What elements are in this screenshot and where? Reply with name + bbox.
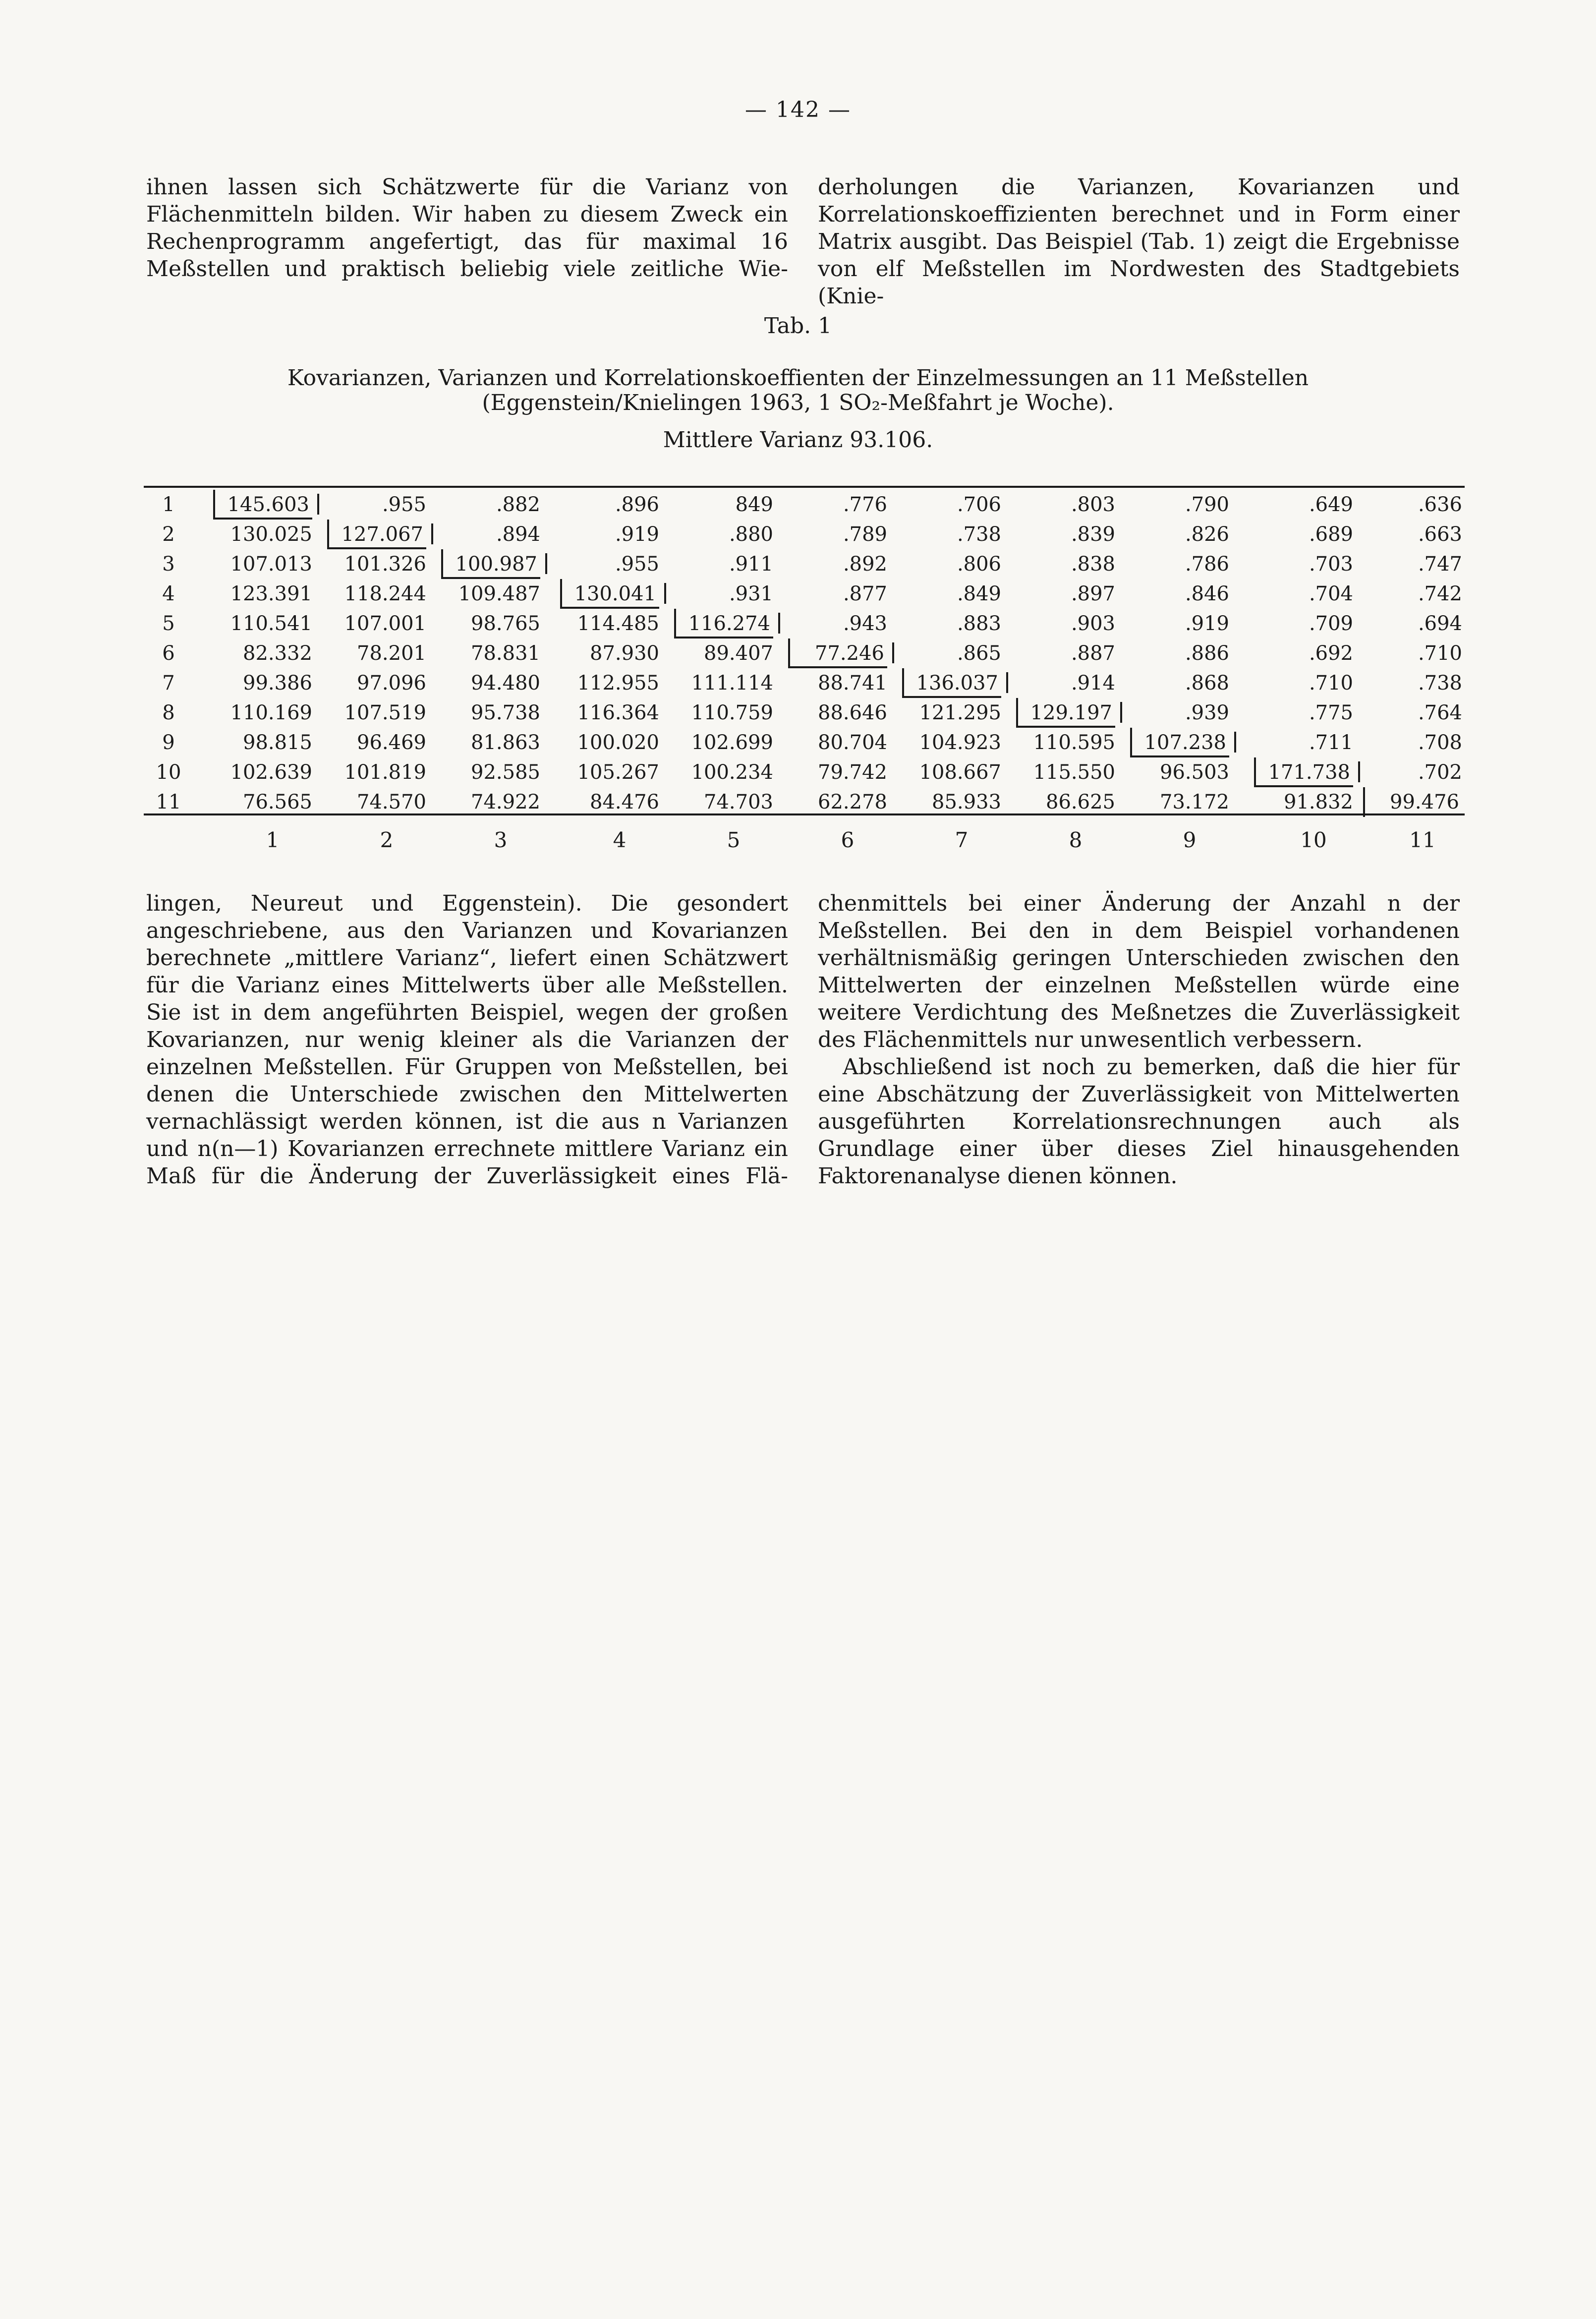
correlation-cell: .887	[1071, 642, 1115, 665]
diagonal-divider	[1234, 732, 1236, 753]
paragraph-text: chenmittels bei einer Änderung der Anzahl n der Meßstellen. Bei den in dem Beispiel vorhandenen verhältnismäßig geringen Unterschieden zwischen den Mittelwerten der einzelnen Meßstellen würde eine weitere Verdichtung des Meßnetzes die Zuverlässigkeit des Flächenmittels nur unwesentlich verbessern.	[818, 891, 1460, 1052]
correlation-cell: .877	[843, 582, 887, 605]
column-number: 4	[613, 828, 627, 852]
table-caption-line-2: (Eggenstein/Knielingen 1963, 1 SO₂-Meßfahrt je Woche).	[482, 390, 1114, 415]
row-label: 3	[162, 553, 175, 576]
covariance-cell: 110.595	[1033, 731, 1115, 754]
covariance-cell: 100.020	[577, 731, 659, 754]
paragraph-text: ihnen lassen sich Schätzwerte für die Varianz von Flächenmitteln bilden. Wir haben zu diesem Zweck ein Rechenprogramm angefertigt, das für maximal 16 Meßstellen und praktisch beliebig viele zeitliche Wie-	[146, 174, 788, 282]
correlation-cell: .636	[1418, 493, 1462, 516]
correlation-cell: .849	[957, 582, 1001, 605]
covariance-cell: 108.667	[919, 761, 1001, 784]
covariance-cell: 109.487	[458, 582, 540, 605]
covariance-cell: 73.172	[1160, 791, 1229, 813]
variance-cell: 129.197	[1016, 698, 1115, 728]
covariance-cell: 88.741	[818, 672, 887, 695]
correlation-cell: .710	[1309, 672, 1353, 695]
correlation-cell: .703	[1309, 553, 1353, 576]
covariance-cell: 80.704	[818, 731, 887, 754]
correlation-cell: .786	[1185, 553, 1229, 576]
correlation-cell: .943	[843, 612, 887, 635]
correlation-cell: .838	[1071, 553, 1115, 576]
table-row	[144, 579, 1465, 609]
correlation-cell: .702	[1418, 761, 1462, 784]
covariance-cell: 121.295	[919, 701, 1001, 724]
correlation-cell: .919	[1185, 612, 1229, 635]
top-left-paragraph	[146, 174, 788, 283]
covariance-cell: 81.863	[471, 731, 540, 754]
correlation-cell: .911	[729, 553, 773, 576]
table-row	[144, 668, 1465, 698]
table-subtitle: Mittlere Varianz 93.106.	[663, 427, 933, 453]
correlation-cell: .919	[615, 523, 659, 546]
top-right-paragraph	[818, 174, 1460, 310]
row-label: 6	[162, 642, 175, 665]
correlation-cell: .710	[1418, 642, 1462, 665]
covariance-cell: 87.930	[590, 642, 659, 665]
covariance-cell: 78.831	[471, 642, 540, 665]
column-number: 7	[955, 828, 969, 852]
correlation-cell: .955	[615, 553, 659, 576]
correlation-cell: .738	[957, 523, 1001, 546]
variance-cell: 100.987	[441, 549, 540, 579]
table-row	[144, 698, 1465, 728]
correlation-cell: .742	[1418, 582, 1462, 605]
covariance-cell: 101.326	[344, 553, 426, 576]
covariance-cell: 118.244	[344, 582, 426, 605]
correlation-cell: .896	[615, 493, 659, 516]
bottom-right-paragraphs	[818, 890, 1460, 1190]
covariance-cell: 99.386	[243, 672, 312, 695]
correlation-cell: .892	[843, 553, 887, 576]
row-label: 1	[162, 493, 175, 516]
correlation-cell: .709	[1309, 612, 1353, 635]
correlation-cell: .789	[843, 523, 887, 546]
covariance-cell: 92.585	[471, 761, 540, 784]
row-label: 7	[162, 672, 175, 695]
correlation-cell: .706	[957, 493, 1001, 516]
covariance-cell: 110.541	[230, 612, 312, 635]
correlation-cell: .803	[1071, 493, 1115, 516]
covariance-cell: 102.699	[691, 731, 773, 754]
table-row	[144, 520, 1465, 549]
column-number: 11	[1409, 828, 1436, 852]
correlation-cell: .764	[1418, 701, 1462, 724]
covariance-cell: 100.234	[691, 761, 773, 784]
covariance-cell: 86.625	[1046, 791, 1115, 813]
covariance-cell: 102.639	[230, 761, 312, 784]
covariance-cell: 96.503	[1160, 761, 1229, 784]
covariance-cell: 74.922	[471, 791, 540, 813]
table-row	[144, 787, 1465, 817]
covariance-cell: 97.096	[357, 672, 426, 695]
paragraph-text: Abschließend ist noch zu bemerken, daß die hier für eine Abschätzung der Zuverlässigkeit von Mittelwerten ausgeführten Korrelationsrechnungen auch als Grundlage einer über dieses Ziel hinausgehenden Faktorenanalyse dienen können.	[818, 1054, 1460, 1189]
covariance-cell: 115.550	[1033, 761, 1115, 784]
covariance-cell: 123.391	[230, 582, 312, 605]
covariance-cell: 96.469	[357, 731, 426, 754]
row-label: 5	[162, 612, 175, 635]
covariance-cell: 104.923	[919, 731, 1001, 754]
variance-cell: 99.476	[1363, 787, 1462, 817]
covariance-cell: 110.759	[691, 701, 773, 724]
row-label: 9	[162, 731, 175, 754]
correlation-cell: .826	[1185, 523, 1229, 546]
table-caption-line-1: Kovarianzen, Varianzen und Korrelationskoeffienten der Einzelmessungen an 11 Meßstellen	[287, 365, 1309, 391]
variance-cell: 107.238	[1130, 728, 1229, 757]
correlation-cell: .886	[1185, 642, 1229, 665]
correlation-cell: .883	[957, 612, 1001, 635]
covariance-cell: 101.819	[344, 761, 426, 784]
covariance-cell: 85.933	[932, 791, 1001, 813]
correlation-cell: .747	[1418, 553, 1462, 576]
paragraph-text: lingen, Neureut und Eggenstein). Die gesondert angeschriebene, aus den Varianzen und Kovarianzen berechnete „mittlere Varianz“, liefert einen Schätzwert für die Varianz eines Mittelwerts über alle Meßstellen. Sie ist in dem angeführten Beispiel, wegen der großen Kovarianzen, nur wenig kleiner als die Varianzen der einzelnen Meßstellen. Für Gruppen von Meßstellen, bei denen die Unterschiede zwischen den Mittelwerten vernachlässigt werden können, ist die aus n Varianzen und n(n—1) Kovarianzen errechnete mittlere Varianz ein Maß für die Änderung der Zuverlässigkeit eines Flä-	[146, 891, 788, 1189]
variance-cell: 127.067	[327, 520, 426, 549]
covariance-cell: 74.703	[704, 791, 773, 813]
column-number: 9	[1183, 828, 1197, 852]
covariance-cell: 94.480	[471, 672, 540, 695]
column-number: 1	[266, 828, 280, 852]
covariance-cell: 82.332	[243, 642, 312, 665]
covariance-cell: 84.476	[590, 791, 659, 813]
row-label: 4	[162, 582, 175, 605]
correlation-cell: .694	[1418, 612, 1462, 635]
covariance-cell: 111.114	[691, 672, 773, 695]
covariance-cell: 89.407	[704, 642, 773, 665]
correlation-cell: .931	[729, 582, 773, 605]
table-row	[144, 757, 1465, 787]
covariance-cell: 110.169	[230, 701, 312, 724]
column-number: 3	[494, 828, 508, 852]
covariance-cell: 95.738	[471, 701, 540, 724]
correlation-cell: .868	[1185, 672, 1229, 695]
correlation-cell: .897	[1071, 582, 1115, 605]
correlation-cell: .865	[957, 642, 1001, 665]
correlation-cell: .903	[1071, 612, 1115, 635]
table-label: Tab. 1	[764, 313, 832, 339]
correlation-cell: .894	[496, 523, 540, 546]
column-number: 2	[380, 828, 394, 852]
correlation-cell: .955	[382, 493, 426, 516]
covariance-cell: 116.364	[577, 701, 659, 724]
correlation-cell: .775	[1309, 701, 1353, 724]
table-top-rule	[144, 486, 1465, 488]
correlation-cell: .704	[1309, 582, 1353, 605]
page-number: — 142 —	[745, 97, 851, 122]
covariance-cell: 74.570	[357, 791, 426, 813]
correlation-cell: .776	[843, 493, 887, 516]
bottom-left-paragraph	[146, 890, 788, 1190]
variance-cell: 77.246	[788, 638, 887, 668]
correlation-cell: .711	[1309, 731, 1353, 754]
variance-cell: 145.603	[213, 490, 312, 520]
column-number-row	[144, 828, 1465, 858]
correlation-cell: .689	[1309, 523, 1353, 546]
correlation-cell: .846	[1185, 582, 1229, 605]
row-label: 11	[156, 791, 181, 813]
covariance-cell: 107.519	[344, 701, 426, 724]
table-row	[144, 549, 1465, 579]
correlation-cell: .914	[1071, 672, 1115, 695]
covariance-cell: 112.955	[577, 672, 659, 695]
covariance-cell: 130.025	[230, 523, 312, 546]
correlation-cell: .692	[1309, 642, 1353, 665]
row-label: 10	[156, 761, 181, 784]
table-caption	[0, 366, 1596, 415]
correlation-cell: .939	[1185, 701, 1229, 724]
variance-cell: 136.037	[902, 668, 1001, 698]
correlation-cell: .663	[1418, 523, 1462, 546]
column-number: 10	[1300, 828, 1327, 852]
covariance-cell: 114.485	[577, 612, 659, 635]
correlation-cell: .880	[729, 523, 773, 546]
variance-cell: 171.738	[1254, 757, 1353, 787]
covariance-cell: 98.765	[471, 612, 540, 635]
correlation-cell: .882	[496, 493, 540, 516]
column-number: 8	[1069, 828, 1083, 852]
diagonal-divider	[545, 553, 547, 574]
correlation-cell: .839	[1071, 523, 1115, 546]
row-label: 2	[162, 523, 175, 546]
row-label: 8	[162, 701, 175, 724]
table-row	[144, 609, 1465, 638]
covariance-cell: 76.565	[243, 791, 312, 813]
table-row	[144, 490, 1465, 520]
covariance-cell: 107.013	[230, 553, 312, 576]
column-number: 5	[727, 828, 741, 852]
paragraph-text: derholungen die Varianzen, Kovarianzen und Korrelationskoeffizienten berechnet und in Form einer Matrix ausgibt. Das Beispiel (Tab. 1) zeigt die Ergebnisse von elf Meßstellen im Nordwesten des Stadtgebiets (Knie-	[818, 174, 1460, 309]
covariance-cell: 78.201	[357, 642, 426, 665]
covariance-cell: 107.001	[344, 612, 426, 635]
correlation-cell: .790	[1185, 493, 1229, 516]
correlation-cell: 849	[735, 493, 773, 516]
column-number: 6	[841, 828, 855, 852]
correlation-cell: .708	[1418, 731, 1462, 754]
covariance-cell: 91.832	[1284, 791, 1353, 813]
covariance-cell: 79.742	[818, 761, 887, 784]
covariance-cell: 62.278	[818, 791, 887, 813]
table-row	[144, 728, 1465, 757]
table-row	[144, 638, 1465, 668]
covariance-cell: 88.646	[818, 701, 887, 724]
correlation-cell: .806	[957, 553, 1001, 576]
covariance-cell: 98.815	[243, 731, 312, 754]
variance-cell: 130.041	[560, 579, 659, 609]
covariance-cell: 105.267	[577, 761, 659, 784]
variance-cell: 116.274	[674, 609, 773, 638]
correlation-cell: .649	[1309, 493, 1353, 516]
correlation-cell: .738	[1418, 672, 1462, 695]
